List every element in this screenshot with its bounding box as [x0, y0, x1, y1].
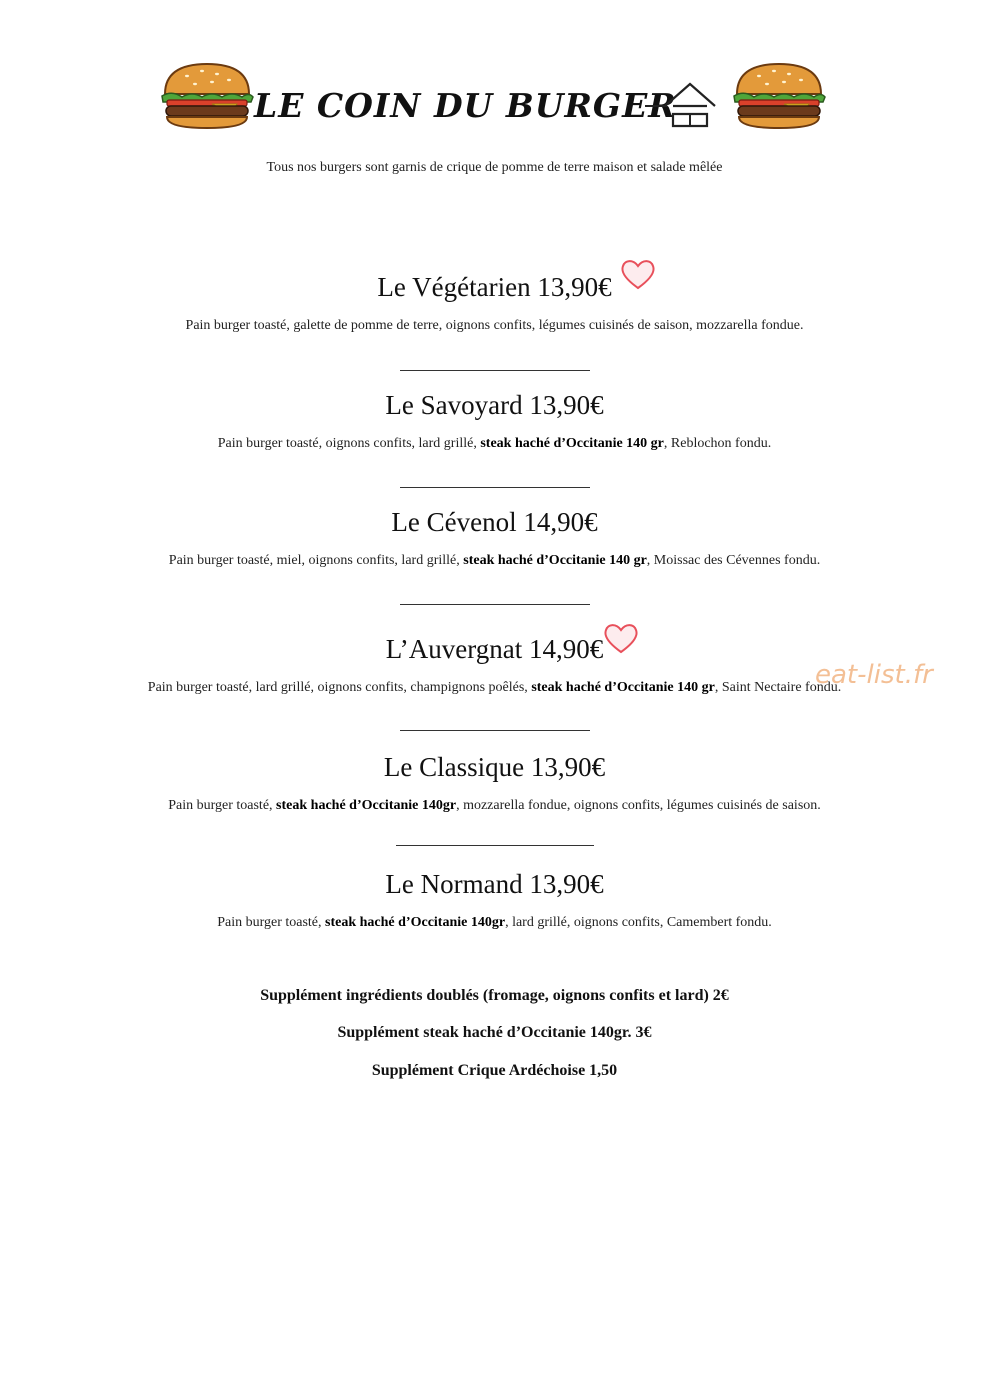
menu-item [0, 505, 989, 569]
item-description [0, 553, 989, 569]
item-text: Pain burger toasté, galette de pomme de terre, oignons confits, légumes cuisinés de saison, mozzarella fondue. [185, 318, 804, 333]
item-highlight: steak haché d’Occitanie 140 gr [531, 680, 715, 695]
item-highlight: steak haché d’Occitanie 140gr [325, 915, 506, 930]
item-name: Le Normand 13,90€ [385, 869, 604, 899]
menu-item [0, 388, 989, 452]
menu-header [0, 56, 989, 140]
burger-icon [157, 60, 257, 132]
menu-item [0, 270, 989, 334]
item-description [0, 798, 989, 814]
item-text: Pain burger toasté, [168, 798, 277, 813]
item-name: Le Savoyard 13,90€ [385, 390, 604, 420]
item-highlight: steak haché d’Occitanie 140 gr [463, 553, 647, 568]
item-name: Le Classique 13,90€ [383, 752, 606, 782]
item-text: , Saint Nectaire fondu. [714, 680, 842, 695]
item-description [0, 915, 989, 931]
item-separator [400, 730, 590, 731]
item-highlight: steak haché d’Occitanie 140gr [276, 798, 457, 813]
item-text: , mozzarella fondue, oignons confits, légumes cuisinés de saison. [456, 798, 821, 813]
restaurant-title: LE COIN DU BURGER [254, 86, 677, 125]
supplement-line: Supplément Crique Ardéchoise 1,50 [371, 1062, 618, 1079]
burger-icon [729, 60, 829, 132]
menu-item [0, 750, 989, 814]
item-highlight: steak haché d’Occitanie 140 gr [480, 436, 664, 451]
menu-subtitle: Tous nos burgers sont garnis de crique de pomme de terre maison et salade mêlée [266, 160, 723, 175]
item-name [377, 270, 611, 304]
item-separator [400, 604, 590, 605]
item-separator [400, 487, 590, 488]
supplement-line: Supplément steak haché d’Occitanie 140gr. 3€ [337, 1024, 652, 1041]
item-name-text: Le Végétarien 13,90€ [377, 272, 612, 302]
item-description [0, 436, 989, 452]
item-text: , Moissac des Cévennes fondu. [646, 553, 821, 568]
item-separator [400, 370, 590, 371]
item-text: , lard grillé, oignons confits, Camembert fondu. [505, 915, 772, 930]
supplement-line: Supplément ingrédients doublés (fromage, oignons confits et lard) 2€ [260, 987, 729, 1004]
heart-icon [620, 258, 656, 290]
watermark: eat-list.fr [815, 660, 933, 690]
menu-item [0, 867, 989, 931]
item-text: Pain burger toasté, [217, 915, 326, 930]
item-text: , Reblochon fondu. [663, 436, 772, 451]
item-text: Pain burger toasté, miel, oignons confits, lard grillé, [168, 553, 464, 568]
item-name: Le Cévenol 14,90€ [391, 507, 598, 537]
item-text: Pain burger toasté, oignons confits, lard grillé, [217, 436, 481, 451]
item-name [386, 632, 603, 666]
item-name-text: L’Auvergnat 14,90€ [385, 634, 604, 664]
house-icon [643, 80, 719, 130]
item-description [0, 318, 989, 334]
item-text: Pain burger toasté, lard grillé, oignons confits, champignons poêlés, [147, 680, 532, 695]
item-separator [396, 845, 594, 846]
heart-icon [603, 622, 639, 654]
